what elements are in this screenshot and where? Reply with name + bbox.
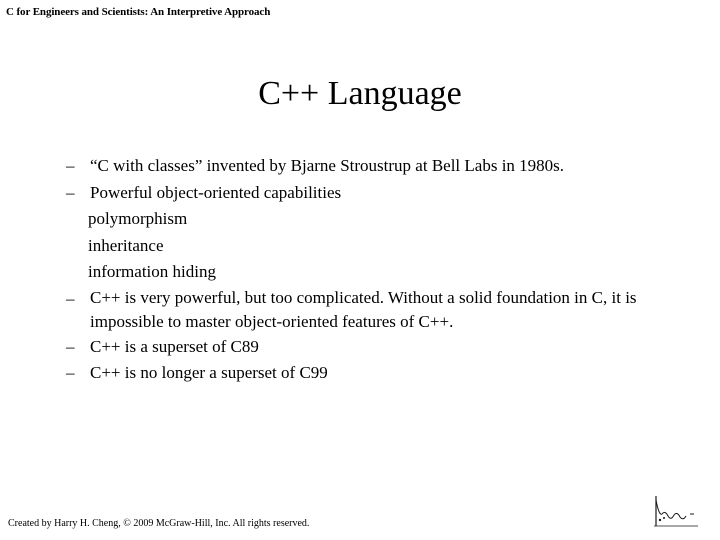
footer-copyright: Created by Harry H. Cheng, © 2009 McGraw-Hill, Inc. All rights reserved. — [8, 518, 310, 529]
sub-item-text: polymorphism — [88, 209, 188, 228]
bullet-item — [66, 286, 686, 334]
bullet-text: C++ is a superset of C89 — [90, 336, 259, 356]
bullet-list — [66, 153, 686, 387]
sub-item — [66, 233, 686, 260]
bullet-item — [66, 334, 686, 361]
bullet-dash: – — [66, 182, 75, 202]
sub-item — [66, 259, 686, 286]
bullet-dash: – — [66, 336, 75, 356]
bullet-item — [66, 153, 686, 180]
bullet-text: C++ is no longer a superset of C99 — [90, 363, 328, 382]
sub-item-text: information hiding — [88, 262, 216, 281]
publisher-logo-icon — [650, 494, 700, 528]
bullet-item — [66, 180, 686, 207]
bullet-item — [66, 360, 686, 387]
slide-title: C++ Language — [258, 75, 462, 112]
bullet-text: Powerful object-oriented capabilities — [90, 182, 342, 202]
bullet-dash: – — [66, 156, 75, 175]
sub-item-text: inheritance — [88, 235, 164, 255]
bullet-dash: – — [66, 288, 75, 308]
bullet-text: C++ is very powerful, but too complicated. Without a solid foundation in C, it is impossible to master object-oriented features of C++. — [90, 287, 637, 331]
bullet-dash: – — [66, 363, 75, 382]
sub-item — [66, 206, 686, 233]
header-book-title: C for Engineers and Scientists: An Interpretive Approach — [6, 6, 271, 18]
bullet-text: “C with classes” invented by Bjarne Stroustrup at Bell Labs in 1980s. — [90, 156, 565, 175]
